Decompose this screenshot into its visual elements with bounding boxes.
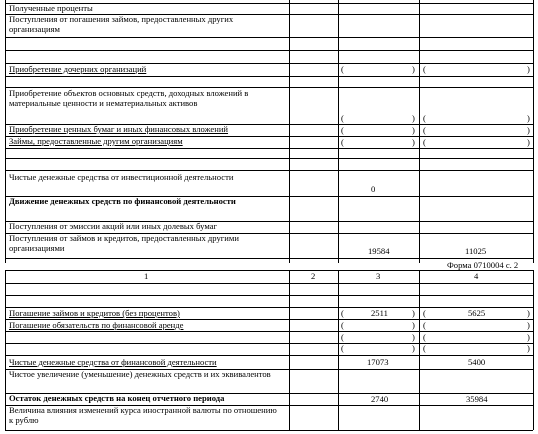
row-label: Остаток денежных средств на конец отчетного периода [9,393,225,403]
bracket: ( [341,137,344,147]
bracket: ( [423,320,426,330]
bracket: ( [341,343,344,353]
bracket: ( [423,343,426,353]
value-cell: 19584 [368,246,390,256]
bracket: ( [341,125,344,135]
column-header: 1 [144,271,149,281]
value-cell: 2511 [371,308,388,318]
bracket: ( [423,113,426,123]
row-label: Полученные проценты [9,3,93,13]
value-cell: 5400 [468,357,486,367]
table-border [533,0,534,263]
bracket: ) [412,308,415,318]
row-label: Чистые денежные средства от инвестиционной деятельности [9,172,234,182]
table-border [338,0,339,263]
row-label: Приобретение объектов основных средств, доходных вложений в материальные ценности и нематериальных активов [9,88,249,108]
section-heading: Движение денежных средств по финансовой деятельности [9,196,236,206]
value-cell: 11025 [465,246,487,256]
bracket: ( [341,320,344,330]
bracket: ) [527,308,530,318]
form-reference: Форма 0710004 с. 2 [447,260,519,270]
row-label: Чистые денежные средства от финансовой деятельности [9,357,217,367]
row-label: Поступления от займов и кредитов, предоставленных другими организациями [9,233,239,253]
bracket: ) [527,320,530,330]
table-border [419,0,420,263]
bracket: ( [423,308,426,318]
bracket: ) [412,125,415,135]
bracket: ) [527,332,530,342]
value-cell: 2740 [371,394,389,404]
bracket: ) [412,343,415,353]
row-label: Займы, предоставленные другим организациям [9,136,183,146]
bracket: ( [423,125,426,135]
bracket: ) [527,343,530,353]
column-header: 4 [474,271,479,281]
bracket: ) [527,137,530,147]
row-label: Чистое увеличение (уменьшение) денежных средств и их эквивалентов [9,369,271,379]
bracket: ( [341,308,344,318]
bracket: ) [527,64,530,74]
bracket: ( [423,64,426,74]
bracket: ( [341,64,344,74]
bracket: ) [412,332,415,342]
row-label: Величина влияния изменений курса иностранной валюты по отношению к рублю [9,405,277,425]
column-header: 2 [311,271,316,281]
bracket: ) [412,113,415,123]
table-border [289,0,290,263]
bracket: ) [527,113,530,123]
row-label: Приобретение ценных бумаг и иных финансовых вложений [9,125,229,134]
row-label: Погашение займов и кредитов (без процентов) [9,308,180,318]
bracket: ( [423,332,426,342]
table-border [5,0,6,263]
bracket: ) [412,137,415,147]
bracket: ( [341,113,344,123]
row-label: Приобретение дочерних организаций [9,64,147,74]
value-cell: 0 [371,184,376,194]
bracket: ) [527,125,530,135]
bracket: ( [341,332,344,342]
value-cell: 35984 [466,394,488,404]
bracket: ) [412,64,415,74]
column-header: 3 [376,271,381,281]
bracket: ) [412,320,415,330]
row-label: Поступления от эмиссии акций или иных долевых бумаг [9,221,218,231]
value-cell: 17073 [367,357,389,367]
bracket: ( [423,137,426,147]
value-cell: 5625 [468,308,486,318]
row-label: Поступления от погашения займов, предоставленных других организациям [9,14,234,34]
row-label: Погашение обязательств по финансовой аренде [9,320,184,330]
